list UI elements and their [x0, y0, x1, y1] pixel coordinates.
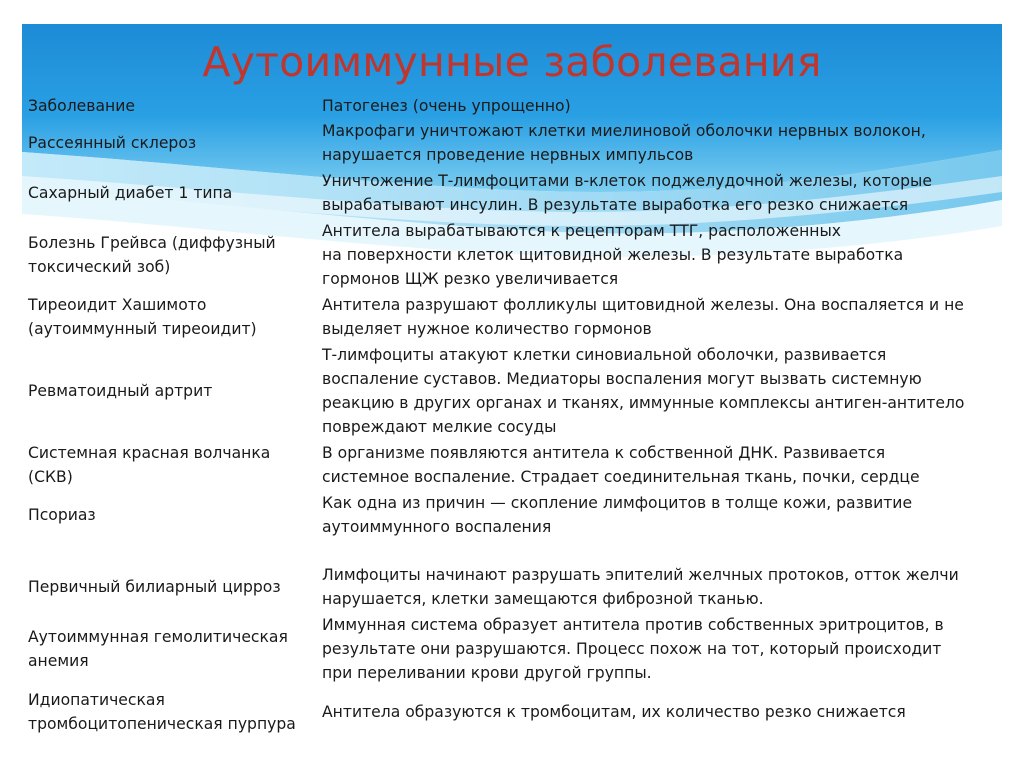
pathogenesis-cell: Т-лимфоциты атакуют клетки синовиальной оболочки, развивается воспаление суставов. Медиаторы воспаления могут вызвать системную реакцию в других органах и тканях, иммунные комплексы антиген-антитело повреждают мелкие сосуды: [322, 345, 965, 437]
pathogenesis-cell: В организме появляются антитела к собственной ДНК. Развивается системное воспаление. Страдает соединительная ткань, почки, сердце: [322, 443, 920, 486]
pathogenesis-cell: Уничтожение Т-лимфоцитами в-клеток поджелудочной железы, которые вырабатывают инсулин. В результате выработка его резко снижается: [322, 171, 932, 214]
table-row: [22, 118, 1002, 168]
table-header-row: [22, 94, 1002, 118]
slide-title: Аутоиммунные заболевания: [202, 38, 822, 86]
table-row: [22, 342, 1002, 440]
disease-cell: Первичный билиарный цирроз: [28, 577, 281, 596]
pathogenesis-cell: Антитела вырабатываются к рецепторам ТТГ, расположенных на поверхности клеток щитовидной железы. В результате выработка гормонов ЩЖ резко увеличивается: [322, 221, 904, 289]
table-row: [22, 218, 1002, 292]
disease-cell: Идиопатическая тромбоцитопеническая пурпура: [28, 690, 296, 733]
pathogenesis-cell: Иммунная система образует антитела против собственных эритроцитов, в результате они разрушаются. Процесс похож на тот, который происходит при переливании крови другой группы.: [322, 615, 944, 683]
pathogenesis-cell: Макрофаги уничтожают клетки миелиновой оболочки нервных волокон, нарушается проведение нервных импульсов: [322, 121, 926, 164]
table-row: [22, 292, 1002, 342]
pathogenesis-cell: Как одна из причин — скопление лимфоцитов в толще кожи, развитие аутоиммунного воспаления: [322, 493, 913, 536]
disease-cell: Системная красная волчанка (СКВ): [28, 443, 271, 486]
table-row: [22, 490, 1002, 540]
disease-cell: Псориаз: [28, 505, 96, 524]
disease-cell: Аутоиммунная гемолитическая анемия: [28, 627, 288, 670]
header-pathogenesis: Патогенез (очень упрощенно): [322, 97, 571, 115]
disease-cell: Тиреоидит Хашимото (аутоиммунный тиреоидит): [28, 295, 257, 338]
pathogenesis-cell: Лимфоциты начинают разрушать эпителий желчных протоков, отток желчи нарушается, клетки замещаются фиброзной тканью.: [322, 565, 959, 608]
table-row: [22, 686, 1002, 738]
header-disease: Заболевание: [28, 97, 135, 115]
table-row: [22, 612, 1002, 686]
table-row: [22, 562, 1002, 612]
pathogenesis-cell: Антитела разрушают фолликулы щитовидной железы. Она воспаляется и не выделяет нужное количество гормонов: [322, 295, 964, 338]
disease-cell: Ревматоидный артрит: [28, 381, 213, 400]
table-row: [22, 168, 1002, 218]
disease-cell: Болезнь Грейвса (диффузный токсический зоб): [28, 233, 276, 276]
table-row: [22, 440, 1002, 490]
disease-cell: Сахарный диабет 1 типа: [28, 183, 233, 202]
pathogenesis-cell: Антитела образуются к тромбоцитам, их количество резко снижается: [322, 702, 906, 721]
disease-cell: Рассеянный склероз: [28, 133, 197, 152]
